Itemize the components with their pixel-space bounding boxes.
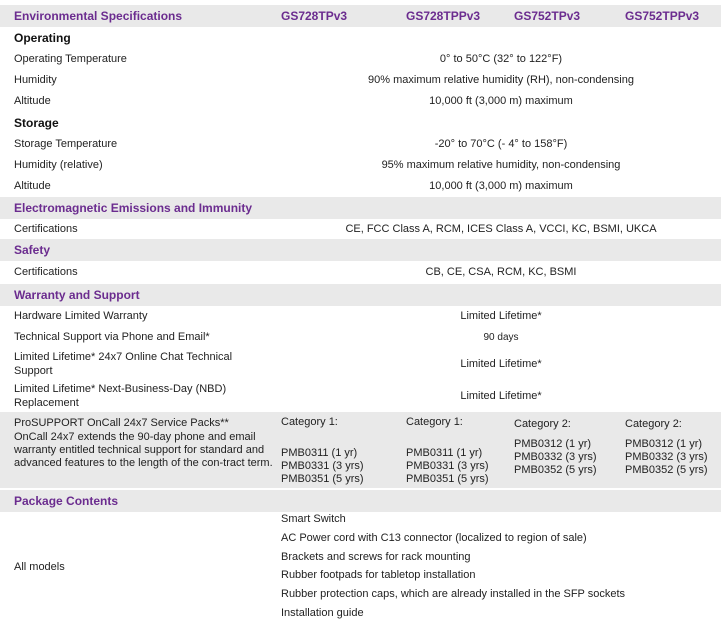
nbd-replacement-label: Limited Lifetime* Next-Business-Day (NBD) Replacement [14, 383, 227, 409]
prosupport-category: Category 1: [281, 416, 338, 428]
prosupport-column-3 [514, 418, 597, 477]
all-models-label: All models [14, 561, 65, 573]
environmental-specs-heading: Environmental Specifications [14, 9, 183, 23]
prosupport-category: Category 2: [625, 418, 682, 430]
prosupport-pack: PMB0331 (3 yrs) [281, 460, 364, 472]
prosupport-column-2 [406, 416, 489, 486]
operating-humidity-value: 90% maximum relative humidity (RH), non-condensing [368, 74, 634, 86]
safety-certifications-value: CB, CE, CSA, RCM, KC, BSMI [425, 266, 577, 278]
prosupport-column-4 [625, 418, 708, 477]
emi-certifications-value: CE, FCC Class A, RCM, ICES Class A, VCCI, KC, BSMI, UKCA [345, 223, 657, 235]
prosupport-pack: PMB0311 (1 yr) [281, 447, 358, 459]
warranty-heading: Warranty and Support [14, 288, 140, 302]
prosupport-pack: PMB0311 (1 yr) [406, 447, 483, 459]
nbd-replacement-value: Limited Lifetime* [460, 390, 542, 402]
safety-section-band [0, 239, 721, 261]
prosupport-pack: PMB0351 (5 yrs) [281, 473, 364, 485]
hardware-warranty-label: Hardware Limited Warranty [14, 310, 148, 322]
header-row [0, 5, 721, 27]
emi-certifications-label: Certifications [14, 223, 78, 235]
storage-altitude-label: Altitude [14, 180, 51, 192]
safety-certifications-label: Certifications [14, 266, 78, 278]
package-item: Rubber protection caps, which are already installed in the SFP sockets [281, 588, 626, 600]
package-item: Brackets and screws for rack mounting [281, 551, 471, 563]
package-item: Smart Switch [281, 513, 346, 525]
prosupport-column-1 [281, 416, 364, 486]
storage-heading: Storage [14, 116, 59, 130]
online-chat-label: Limited Lifetime* 24x7 Online Chat Technical Support [14, 351, 233, 377]
prosupport-pack: PMB0312 (1 yr) [514, 438, 592, 450]
online-chat-value: Limited Lifetime* [460, 358, 542, 370]
package-item: AC Power cord with C13 connector (localized to region of sale) [281, 532, 587, 544]
storage-humidity-label: Humidity (relative) [14, 159, 103, 171]
prosupport-pack: PMB0352 (5 yrs) [514, 464, 597, 476]
operating-heading: Operating [14, 31, 71, 45]
storage-temp-value: -20° to 70°C (- 4° to 158°F) [434, 138, 568, 150]
prosupport-category: Category 1: [406, 416, 463, 428]
package-contents-heading: Package Contents [14, 494, 119, 508]
column-heading-3: GS752TPv3 [514, 9, 581, 23]
operating-altitude-label: Altitude [14, 95, 51, 107]
emi-heading: Electromagnetic Emissions and Immunity [14, 201, 253, 215]
warranty-section-band [0, 284, 721, 306]
operating-temp-value: 0° to 50°C (32° to 122°F) [439, 53, 563, 65]
tech-support-label: Technical Support via Phone and Email* [14, 331, 210, 343]
prosupport-pack: PMB0312 (1 yr) [625, 438, 703, 450]
storage-temp-label: Storage Temperature [14, 138, 118, 150]
hardware-warranty-value: Limited Lifetime* [460, 310, 542, 322]
storage-humidity-value: 95% maximum relative humidity, non-condensing [381, 159, 621, 171]
prosupport-label: ProSUPPORT OnCall 24x7 Service Packs** [14, 417, 229, 429]
package-item: Installation guide [281, 607, 364, 619]
prosupport-pack: PMB0352 (5 yrs) [625, 464, 708, 476]
operating-temp-label: Operating Temperature [14, 53, 127, 65]
column-heading-2: GS728TPPv3 [406, 9, 481, 23]
tech-support-value: 90 days [483, 332, 519, 343]
operating-humidity-label: Humidity [14, 74, 57, 86]
package-section-band [0, 490, 721, 512]
operating-altitude-value: 10,000 ft (3,000 m) maximum [429, 95, 573, 107]
emi-section-band [0, 197, 721, 219]
prosupport-category: Category 2: [514, 418, 571, 430]
prosupport-pack: PMB0332 (3 yrs) [625, 451, 708, 463]
package-item: Rubber footpads for tabletop installation [281, 569, 476, 581]
column-heading-4: GS752TPPv3 [625, 9, 700, 23]
prosupport-description: OnCall 24x7 extends the 90-day phone and email warranty entitled technical support for standard and advanced features to the length of the con-tract term. [14, 431, 273, 469]
prosupport-pack: PMB0351 (5 yrs) [406, 473, 489, 485]
prosupport-pack: PMB0331 (3 yrs) [406, 460, 489, 472]
storage-altitude-value: 10,000 ft (3,000 m) maximum [429, 180, 573, 192]
safety-heading: Safety [14, 243, 51, 257]
column-heading-1: GS728TPv3 [281, 9, 348, 23]
prosupport-pack: PMB0332 (3 yrs) [514, 451, 597, 463]
